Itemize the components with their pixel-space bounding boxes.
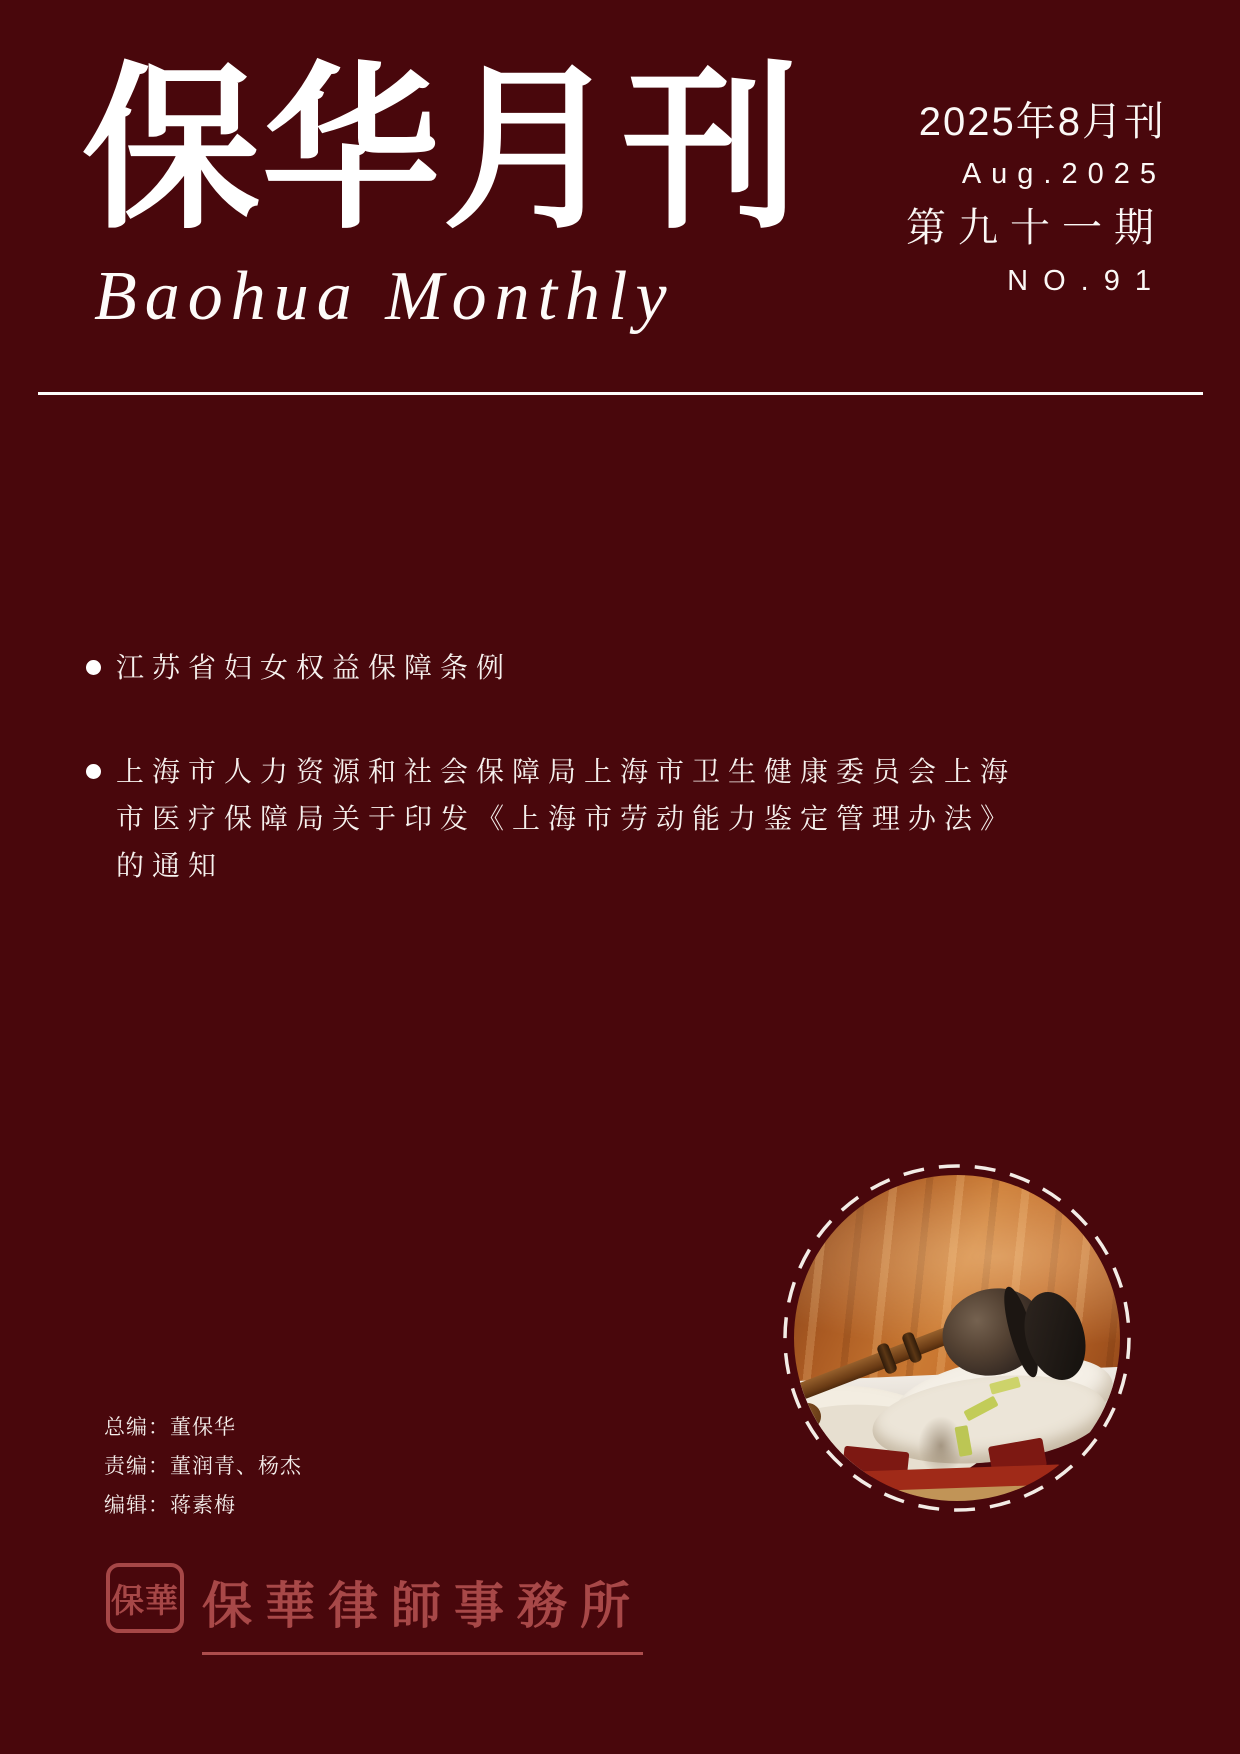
issue-info bbox=[906, 96, 1166, 306]
page-subtitle-en: Baohua Monthly bbox=[94, 257, 675, 335]
editors-block bbox=[104, 1408, 302, 1525]
firm-seal-icon: 保華 bbox=[106, 1563, 184, 1633]
toc-item-title: 上海市人力资源和社会保障局上海市卫生健康委员会上海市医疗保障局关于印发《上海市劳动能力鉴定管理办法》的通知 bbox=[116, 756, 1017, 881]
toc-item bbox=[86, 644, 1046, 691]
editor-line-chief: 总编：董保华 bbox=[104, 1416, 236, 1439]
issue-date-cn: 2025年8月刊 bbox=[918, 100, 1166, 144]
header-divider bbox=[38, 392, 1203, 395]
page-title: 保华月刊 bbox=[82, 52, 802, 250]
book-crease-shadow bbox=[918, 1416, 964, 1475]
bullet-dot-icon bbox=[86, 764, 101, 779]
firm-name: 保華律師事務所 bbox=[202, 1566, 643, 1655]
issue-date-en: Aug.2025 bbox=[961, 158, 1166, 190]
toc-item bbox=[86, 748, 1046, 889]
masthead bbox=[82, 40, 802, 337]
editor-line-duty: 责编：董润青、杨杰 bbox=[104, 1455, 302, 1478]
toc-list bbox=[86, 644, 1046, 889]
toc-item-title: 江苏省妇女权益保障条例 bbox=[116, 652, 513, 683]
gavel-handle-knob bbox=[794, 1403, 821, 1430]
gavel-on-law-book-photo bbox=[794, 1175, 1120, 1501]
issue-number-cn: 第九十一期 bbox=[906, 206, 1166, 250]
editor-line-editor: 编辑：蒋素梅 bbox=[104, 1494, 236, 1517]
issue-number-en: NO.91 bbox=[1007, 265, 1166, 297]
bullet-dot-icon bbox=[86, 660, 101, 675]
